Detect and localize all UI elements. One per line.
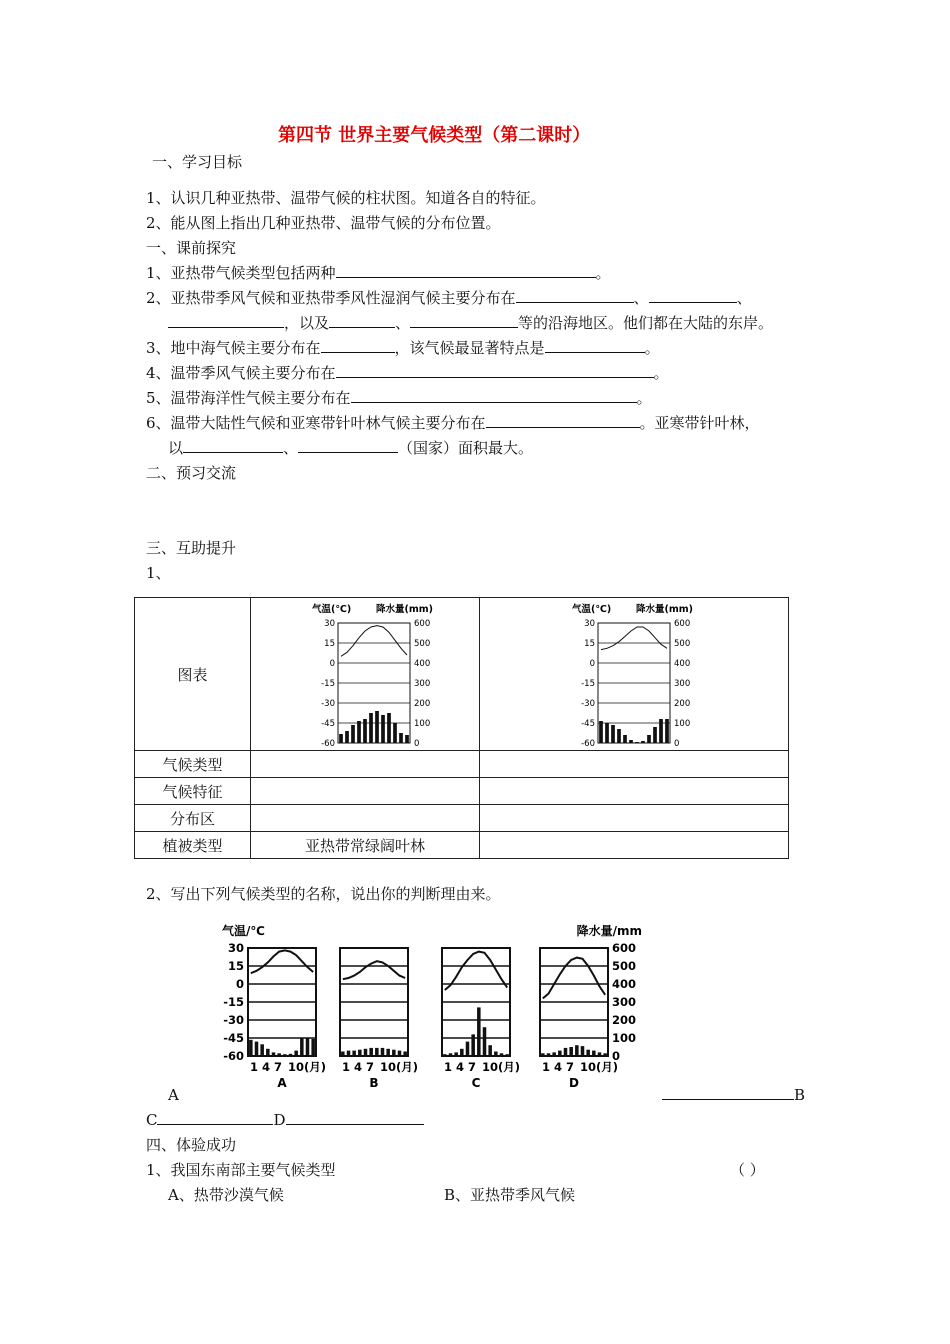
precip-bar xyxy=(505,1054,509,1056)
climate-chart-1 xyxy=(306,599,446,749)
blank[interactable] xyxy=(662,1085,794,1100)
section-heading-exchange: 二、预习交流 xyxy=(146,464,237,482)
row-label-vegetation: 植被类型 xyxy=(135,832,251,859)
precip-bar xyxy=(569,1047,573,1056)
precip-bar xyxy=(339,734,343,743)
precip-bar xyxy=(405,735,409,743)
precip-bar xyxy=(443,1054,447,1056)
precip-bar xyxy=(357,721,361,743)
success-q1: 1、我国东南部主要气候类型 xyxy=(146,1161,336,1179)
precip-bar xyxy=(592,1051,596,1056)
goal-item-1: 1、认识几种亚热带、温带气候的柱状图。知道各自的特征。 xyxy=(146,189,546,207)
temp-tick-label: -30 xyxy=(223,1013,244,1027)
section-heading-improve: 三、互助提升 xyxy=(146,539,237,557)
precip-bar xyxy=(552,1052,556,1056)
precip-bar xyxy=(603,1053,607,1056)
precip-bar xyxy=(494,1052,498,1057)
precip-bar xyxy=(375,1048,379,1056)
precip-bar xyxy=(581,1046,585,1056)
precip-bar xyxy=(488,1045,492,1056)
precip-bar xyxy=(255,1042,259,1056)
precip-bar xyxy=(294,1051,298,1056)
precip-tick-label: 600 xyxy=(414,619,431,629)
precip-bar xyxy=(598,1052,602,1056)
answer-cell[interactable] xyxy=(251,805,480,832)
blank[interactable] xyxy=(486,413,640,428)
blank[interactable] xyxy=(168,313,284,328)
chart-name-label: B xyxy=(369,1076,379,1090)
precip-bar xyxy=(558,1051,562,1056)
option-b[interactable]: B、亚热带季风气候 xyxy=(444,1186,576,1204)
precip-bar xyxy=(564,1048,568,1056)
temp-tick-label: 15 xyxy=(584,639,595,649)
precip-tick-label: 200 xyxy=(612,1013,637,1027)
answer-cell[interactable] xyxy=(480,832,789,859)
temp-tick-label: -60 xyxy=(223,1049,244,1063)
precip-tick-label: 300 xyxy=(612,995,637,1009)
section-heading-success: 四、体验成功 xyxy=(146,1136,237,1154)
month-tick-label: 10(月) xyxy=(379,1060,418,1074)
chart-name-label: C xyxy=(471,1076,481,1090)
precip-bar xyxy=(460,1049,464,1056)
option-a[interactable]: A、热带沙漠气候 xyxy=(168,1186,284,1204)
blank[interactable] xyxy=(516,288,634,303)
precip-bar xyxy=(272,1052,276,1056)
precip-bar xyxy=(386,1049,390,1056)
temp-tick-label: -15 xyxy=(581,679,595,689)
improve-q2: 2、写出下列气候类型的名称，说出你的判断理由来。 xyxy=(146,885,501,903)
precip-bar xyxy=(471,1034,475,1056)
precip-bar xyxy=(586,1050,590,1056)
precip-bar xyxy=(277,1053,281,1056)
temp-tick-label: -45 xyxy=(223,1031,244,1045)
precip-tick-label: 300 xyxy=(674,679,691,689)
month-tick-label: 1 4 7 xyxy=(542,1060,575,1074)
month-tick-label: 1 4 7 xyxy=(342,1060,375,1074)
precip-bar xyxy=(369,713,373,743)
precip-tick-label: 600 xyxy=(674,619,691,629)
blank[interactable] xyxy=(351,388,637,403)
chart-name-label: A xyxy=(277,1076,287,1090)
precip-bar xyxy=(260,1044,264,1056)
blank[interactable] xyxy=(183,438,283,453)
question-2: 2、亚热带季风气候和亚热带季风性湿润气候主要分布在 、 、 xyxy=(146,289,752,307)
precip-bar xyxy=(283,1054,287,1056)
precip-bar xyxy=(351,725,355,743)
month-tick-label: 10(月) xyxy=(579,1060,618,1074)
precip-bar xyxy=(454,1052,458,1056)
section-heading-goals: 一、学习目标 xyxy=(152,153,243,171)
precip-tick-label: 100 xyxy=(612,1031,637,1045)
precip-tick-label: 300 xyxy=(414,679,431,689)
precip-tick-label: 0 xyxy=(674,739,680,749)
question-4: 4、温带季风气候主要分布在 。 xyxy=(146,364,669,382)
temp-axis-label: 气温(℃) xyxy=(572,604,612,615)
month-tick-label: 10(月) xyxy=(287,1060,326,1074)
temp-tick-label: -45 xyxy=(581,719,595,729)
temp-tick-label: 15 xyxy=(227,959,244,973)
question-3: 3、地中海气候主要分布在 ，该气候最显著特点是 。 xyxy=(146,339,660,357)
temperature-line xyxy=(601,627,667,650)
precip-bar xyxy=(381,1048,385,1056)
question-6: 6、温带大陆性气候和亚寒带针叶林气候主要分布在 。亚寒带针叶林， xyxy=(146,414,760,432)
precip-bar xyxy=(653,727,657,743)
fill-line-b: B xyxy=(662,1085,805,1105)
precip-bar xyxy=(363,719,367,743)
answer-cell[interactable] xyxy=(480,751,789,778)
blank[interactable] xyxy=(545,338,645,353)
blank[interactable] xyxy=(321,338,395,353)
precip-tick-label: 500 xyxy=(612,959,637,973)
climate-chart-2 xyxy=(566,599,706,749)
precip-bar xyxy=(500,1053,504,1056)
blank[interactable] xyxy=(298,438,398,453)
precip-tick-label: 200 xyxy=(674,699,691,709)
precip-tick-label: 200 xyxy=(414,699,431,709)
month-tick-label: 1 4 7 xyxy=(444,1060,477,1074)
temperature-line xyxy=(251,950,313,973)
temp-tick-label: -45 xyxy=(321,719,335,729)
precip-tick-label: 600 xyxy=(612,941,637,955)
temp-tick-label: 0 xyxy=(235,977,244,991)
precip-tick-label: 400 xyxy=(612,977,637,991)
precip-bar xyxy=(483,1027,487,1056)
row-label-type: 气候类型 xyxy=(135,751,251,778)
precip-bar xyxy=(605,723,609,743)
precip-bar xyxy=(629,740,633,743)
precip-bar xyxy=(393,723,397,743)
row-label-distribution: 分布区 xyxy=(135,805,251,832)
temp-tick-label: 30 xyxy=(584,619,595,629)
precip-bar xyxy=(575,1045,579,1056)
precip-bar xyxy=(623,735,627,743)
row-label-feature: 气候特征 xyxy=(135,778,251,805)
precip-bar xyxy=(541,1053,545,1056)
goal-item-2: 2、能从图上指出几种亚热带、温带气候的分布位置。 xyxy=(146,214,501,232)
precip-bar xyxy=(249,1040,253,1056)
temp-tick-label: 30 xyxy=(227,941,244,955)
precip-bar xyxy=(641,741,645,743)
precip-bar xyxy=(599,721,603,743)
precip-bar xyxy=(547,1053,551,1056)
precip-bar xyxy=(403,1052,407,1057)
precip-tick-label: 500 xyxy=(674,639,691,649)
precip-tick-label: 100 xyxy=(414,719,431,729)
blank[interactable] xyxy=(336,363,654,378)
precip-bar xyxy=(466,1042,470,1056)
month-tick-label: 1 4 7 xyxy=(250,1060,283,1074)
precip-tick-label: 400 xyxy=(674,659,691,669)
question-1: 1、亚热带气候类型包括两种 。 xyxy=(146,264,611,282)
precip-bar xyxy=(392,1050,396,1056)
precip-bar xyxy=(300,1038,304,1056)
question-5: 5、温带海洋性气候主要分布在 。 xyxy=(146,389,652,407)
answer-cell[interactable] xyxy=(251,751,480,778)
precip-tick-label: 100 xyxy=(674,719,691,729)
temp-tick-label: -60 xyxy=(321,739,335,749)
precip-bar xyxy=(387,713,391,743)
precip-bar xyxy=(659,719,663,743)
temperature-line xyxy=(543,958,605,999)
precip-bar xyxy=(665,719,669,743)
precip-bar xyxy=(289,1054,293,1056)
blank[interactable] xyxy=(157,1110,273,1125)
precip-bar xyxy=(345,731,349,743)
precip-bar xyxy=(369,1048,373,1056)
question-2-cont: ，以及 、 等的沿海地区。他们都在大陆的东岸。 xyxy=(168,313,773,333)
answer-paren[interactable]: （ ） xyxy=(730,1161,765,1179)
blank[interactable] xyxy=(649,288,737,303)
precip-bar xyxy=(311,1039,315,1056)
answer-cell[interactable] xyxy=(480,805,789,832)
temp-tick-label: 0 xyxy=(589,659,595,669)
precip-bar xyxy=(617,729,621,743)
precip-bar xyxy=(266,1049,270,1056)
blank[interactable] xyxy=(336,263,596,278)
month-tick-label: 10(月) xyxy=(481,1060,520,1074)
blank[interactable] xyxy=(286,1110,424,1125)
precip-bar xyxy=(449,1053,453,1056)
precip-bar xyxy=(358,1050,362,1056)
temperature-line xyxy=(343,961,405,979)
temp-tick-label: -60 xyxy=(581,739,595,749)
fill-line-cd: C D xyxy=(146,1110,424,1130)
section-heading-preclass: 一、课前探究 xyxy=(146,239,237,257)
chart-name-label: D xyxy=(569,1076,579,1090)
precip-bar xyxy=(364,1049,368,1056)
page-title: 第四节 世界主要气候类型（第二课时） xyxy=(278,125,591,146)
question-6-cont: 以 、 （国家）面积最大。 xyxy=(168,439,534,457)
precip-axis-label: 降水量/mm xyxy=(576,924,642,938)
answer-cell[interactable] xyxy=(480,778,789,805)
blank[interactable] xyxy=(329,313,395,328)
answer-cell[interactable] xyxy=(251,778,480,805)
precip-bar xyxy=(399,733,403,743)
precip-bar xyxy=(352,1051,356,1056)
temp-tick-label: -30 xyxy=(321,699,335,709)
precip-bar xyxy=(381,715,385,743)
precip-tick-label: 500 xyxy=(414,639,431,649)
precip-tick-label: 400 xyxy=(414,659,431,669)
precip-axis-label: 降水量(mm) xyxy=(376,604,433,615)
temperature-line xyxy=(341,626,407,657)
precip-bar xyxy=(306,1038,310,1056)
precip-bar xyxy=(398,1051,402,1056)
blank[interactable] xyxy=(410,313,518,328)
temp-tick-label: 15 xyxy=(324,639,335,649)
precip-bar xyxy=(477,1007,481,1056)
temp-tick-label: 30 xyxy=(324,619,335,629)
temp-axis-label: 气温(℃) xyxy=(312,604,352,615)
precip-bar xyxy=(635,742,639,743)
precip-tick-label: 0 xyxy=(612,1049,621,1063)
precip-tick-label: 0 xyxy=(414,739,420,749)
precip-bar xyxy=(647,735,651,743)
improve-q1-label: 1、 xyxy=(146,564,171,582)
precip-bar xyxy=(341,1052,345,1057)
precip-bar xyxy=(347,1051,351,1056)
climate-charts-abcd xyxy=(222,922,652,1092)
precip-axis-label: 降水量(mm) xyxy=(636,604,693,615)
temp-axis-label: 气温/℃ xyxy=(222,924,265,938)
precip-bar xyxy=(611,725,615,743)
row-label-chart: 图表 xyxy=(135,598,251,751)
vegetation-value: 亚热带常绿阔叶林 xyxy=(251,832,480,859)
precip-bar xyxy=(375,711,379,743)
fill-label-a: A xyxy=(168,1086,179,1104)
temp-tick-label: 0 xyxy=(329,659,335,669)
temp-tick-label: -30 xyxy=(581,699,595,709)
temp-tick-label: -15 xyxy=(223,995,244,1009)
temp-tick-label: -15 xyxy=(321,679,335,689)
